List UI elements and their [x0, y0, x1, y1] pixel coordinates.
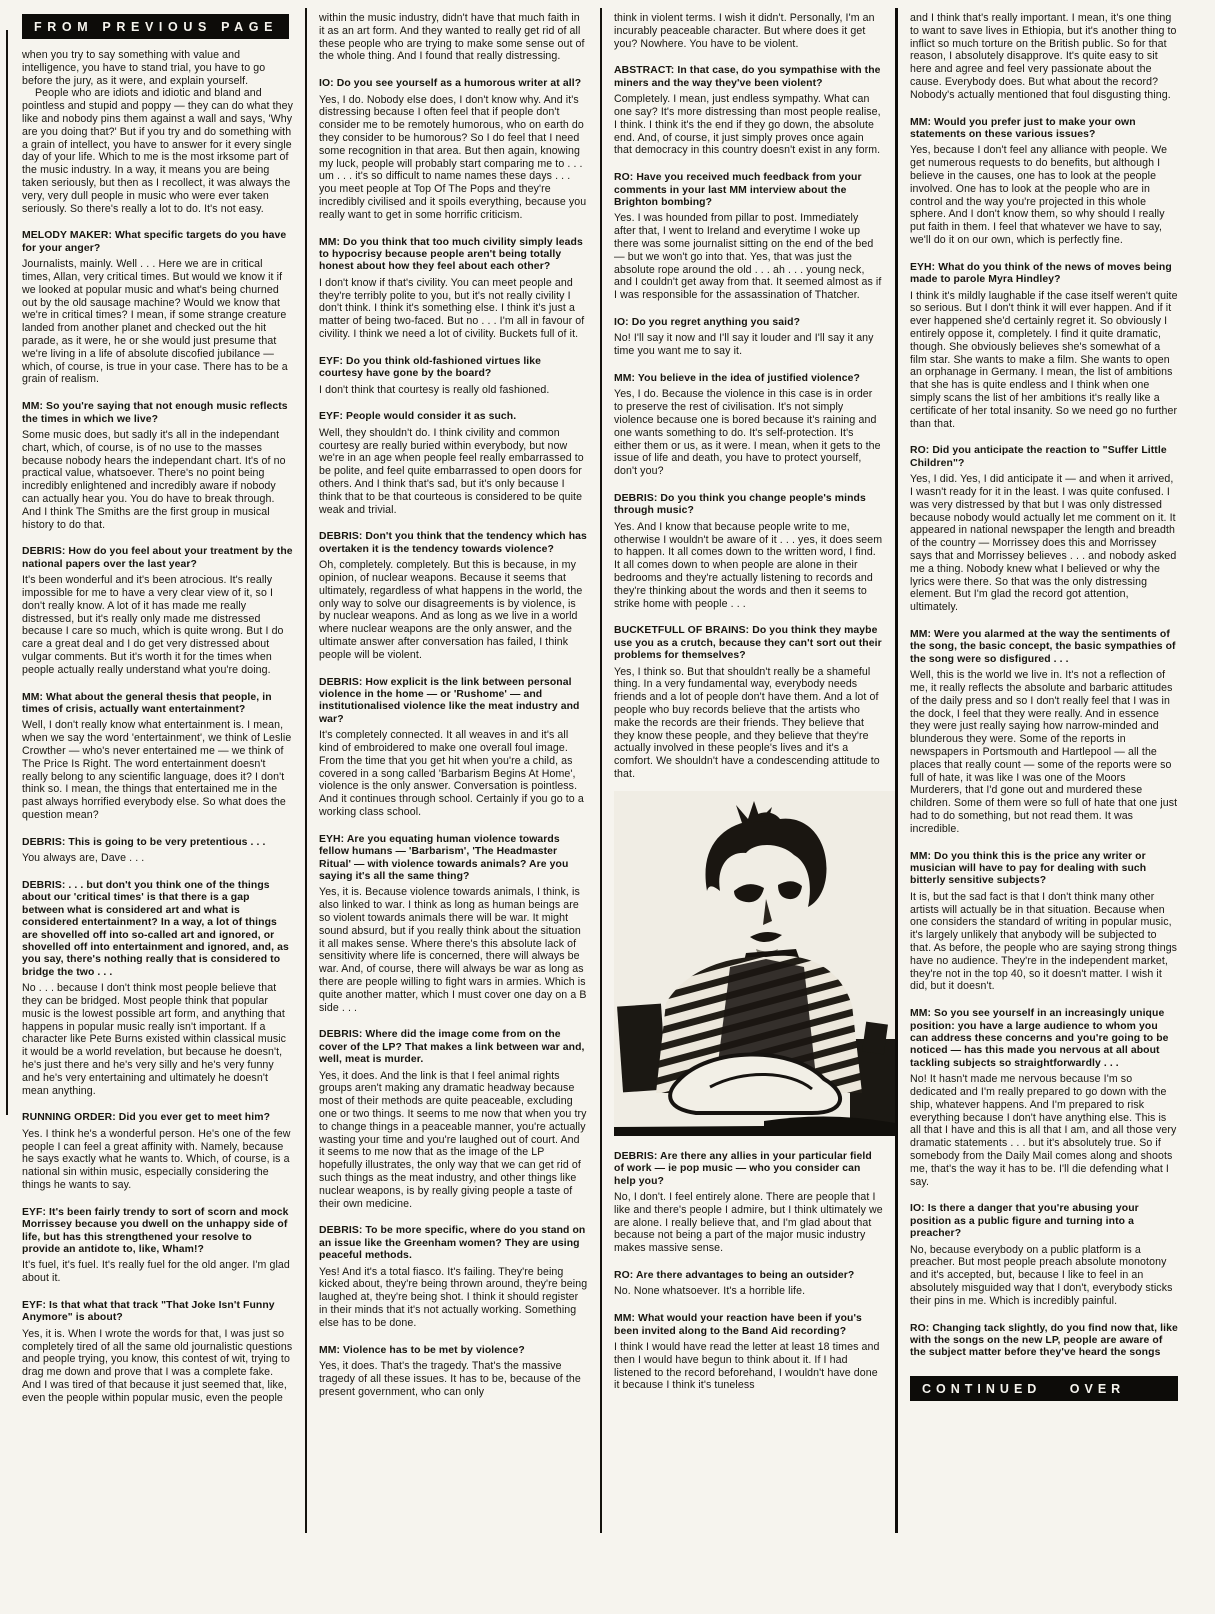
answer-paragraph: Yes. And I know that because people write to me, otherwise I wouldn't be aware of it . . . yes, it does seem to happen. It all comes down to the written word, I find. It all comes down to when people are alone in their bedrooms and they're actually listening to records and they're thinking about the words and then it seems to strike home with people . . . [614, 520, 883, 610]
question-heading: MM: Violence has to be met by violence? [319, 1344, 525, 1356]
question-heading: DEBRIS: How do you feel about your treatment by the national papers over the last year? [22, 546, 293, 570]
question-heading: DEBRIS: This is going to be very pretentious . . . [22, 836, 266, 848]
question-heading: MM: What would your reaction have been if you's been invited along to the Band Aid recording? [614, 1313, 862, 1337]
question-heading: DEBRIS: Don't you think that the tendency which has overtaken it is the tendency towards violence? [319, 531, 587, 555]
column-4 [895, 8, 1190, 1533]
interview-photo [614, 791, 883, 1136]
question-heading: BUCKETFULL OF BRAINS: Do you think they maybe use you as a crutch, because they can't sort out their problems for themselves? [614, 625, 882, 662]
answer-paragraph: Some music does, but sadly it's all in the independant chart, which, of course, is of no use to the masses because nobody hears the independant chart. It's of no practical value, whatsoever. There's no point being incredibly enlightened and incredibly aware if nobody can actually hear you. You do have to break through. And I think The Smiths are the first group in musical history to do that. [22, 428, 286, 531]
question-heading: EYH: Are you equating human violence towards fellow humans — 'Barbarism', 'The Headmaster Ritual' — with violence towards animals? Are you saying it's all the same thing? [319, 833, 569, 882]
question-heading: MM: Do you think this is the price any writer or musician will have to pay for dealing with such bitterly sensitive subjects? [910, 850, 1147, 887]
answer-paragraph: Yes. I think he's a wonderful person. He's one of the few people I can feel a great affinity with. Namely, because he says exactly what he wants to. Which, of course, is a national sin within music, especially considering the things he wants to say. [22, 1127, 291, 1191]
question-heading: DEBRIS: . . . but don't you think one of the things about our 'critical times' is that there is a gap between what is considered art and what is considered entertainment? In a way, a lot of things are shovelled off into so-called art and ignored, or shovelled off into entertainment and ignored, and, as you say, there's nothing really that is considered to bridge the two . . . [22, 879, 289, 978]
question-heading: IO: Is there a danger that you're abusing your position as a public figure and turning into a preacher? [910, 1203, 1139, 1240]
answer-paragraph: Yes! And it's a total fiasco. It's failing. They're being kicked about, they're being thrown around, they're being laughed at, they're being shot. I think it should register in their minds that it's not actually working. Something else has to be done. [319, 1265, 588, 1329]
morrissey-photo-illustration [614, 791, 895, 1136]
answer-paragraph: Yes, it does. That's the tragedy. That's the massive tragedy of all these issues. It has to be, because of the present government, who can only [319, 1359, 581, 1398]
question-heading: IO: Do you regret anything you said? [614, 316, 801, 328]
question-heading: DEBRIS: To be more specific, where do you stand on an issue like the Greenham women? They are using peaceful methods. [319, 1225, 586, 1262]
question-heading: MM: Were you alarmed at the way the sentiments of the song, the basic concept, the basic sympathies of the song were so disfigured . . . [910, 628, 1176, 665]
question-heading: RO: Have you received much feedback from your comments in your last MM interview about the Brighton bombing? [614, 172, 862, 208]
question-heading: MM: Would you prefer just to make your own statements on these various issues? [910, 116, 1136, 140]
answer-paragraph: Oh, completely. completely. But this is because, in my opinion, of nuclear weapons. Because it seems that ultimately, regardless of what happens in the world, the only way to solve our disagreements is by violence, is by nuclear weapons. And as long as we live in a world where nuclear weapons are the only answer, and the ultimate answer after conversation has failed, I think people will be violent. [319, 559, 583, 661]
answer-paragraph: No . . . because I don't think most people believe that they can be bridged. Most people think that popular music is the lowest possible art form, and anything that happens in popular music really isn't important. If a character like Pete Burns existed within classical music it would be a world revelation, but because he doesn't, he's just there and he's very silly and he's very funny and he's very entertaining and ultimately he doesn't mean anything. [22, 982, 287, 1097]
answer-paragraph: No. None whatsoever. It's a horrible life. [614, 1285, 806, 1298]
question-heading: MM: What about the general thesis that people, in times of crisis, actually want entertainment? [22, 691, 272, 715]
question-heading: IO: Do you see yourself as a humorous writer at all? [319, 78, 582, 90]
answer-paragraph: Yes, it is. Because violence towards animals, I think, is also linked to war. I think as long as human beings are so violent towards animals there will be war. It might sound absurd, but if you really think about the situation it all makes sense. Where there's this absolute lack of sensitivity where life is concerned, there will always be war. And, of course, there will always be war as long as there are people willing to fight wars in armies. Which is quite another matter, which I must cover one day on a B side . . . [319, 886, 587, 1014]
answer-paragraph: It is, but the sad fact is that I don't think many other artists will actually be in that situation. Because when one considers the standard of writing in popular music, it's largely unlikely that anybody will be subjected to that. As before, the people who are saying strong things have no audience. They're in the independent market, they're not in the top 40, so it doesn't matter. I wish it did, but it doesn't. [910, 890, 1178, 993]
answer-paragraph: Well, this is the world we live in. It's not a reflection of me, it really reflects the absolute and barbaric attitudes of the daily press and so I don't really feel that I was in the dock, I feel that they were really. And in essence they were just really saying how narrow-minded and blunderous they were. Some of the reports in newspapers in Portsmouth and Hartlepool — all the places that really count — some of the reports were so full of hate, it was like I was one of the Moors Murderers, that I'd gone out and murdered these children. Some of them were so full of hate that one just had to do something, but not read them. It was incredible. [910, 669, 1178, 835]
answer-paragraph: Yes, it does. And the link is that I feel animal rights groups aren't making any dramatic headway because most of their methods are quite peaceable, excluding one or two things. It seems to me now that when you try to change things in a peaceable manner, you're actually wasting your time and you're laughed out of court. And it seems to me now that as the image of the LP hopefully illustrates, the only way that we can get rid of such things as the meat industry, and other things like nuclear weapons, is by really giving people a taste of their own medicine. [319, 1069, 587, 1210]
question-heading: MM: So you see yourself in an increasingly unique position: you have a large audience to whom you can address these concerns and you're going to be noticed — has this made you nervous at all about tackling subjects so straightforwardly . . . [910, 1008, 1169, 1069]
answer-paragraph: Well, I don't really know what entertainment is. I mean, when we say the word 'entertainment', we think of Leslie Crowther — who's never entertained me — we think of The Price Is Right. The word entertainment doesn't really belong to any scientific language, does it? I don't think so. I mean, the things that entertained me in the past always horrified everybody else. So what does the question mean? [22, 719, 292, 821]
question-heading: EYF: It's been fairly trendy to sort of scorn and mock Morrissey because you dwell on the unhappy side of life, but has this strengthened your resolve to provide an antidote to, like, Wham!? [22, 1206, 289, 1255]
column-2-text [319, 12, 588, 1398]
column-4-text [910, 12, 1178, 1360]
continued-over-banner: CONTINUED OVER [910, 1376, 1178, 1401]
question-heading: RO: Changing tack slightly, do you find now that, like with the songs on the new LP, people are aware of the subject matter before they've heard the songs [910, 1322, 1178, 1359]
body-paragraph: and I think that's really important. I mean, it's one thing to want to save lives in Ethiopia, but it's another thing to inflict so much torture on the British public. So for that reason, I absolutely disapprove. It's quite easy to sit here and agree and feel very passionate about the cause. Everybody does. But what about the record? Nobody's actually mentioned that foul disgusting thing. [910, 12, 1177, 101]
column-1-text [22, 49, 293, 1405]
question-heading: RO: Are there advantages to being an outsider? [614, 1269, 855, 1281]
answer-paragraph: Yes, I did. Yes, I did anticipate it — and when it arrived, I wasn't ready for it in the least. I was quite confused. I was very distressed by that but I was only distressed because nobody would actually let me comment on it. It appeared in national newspaper the length and breadth of the country — Morrissey does this and Morrissey says that and Morrissey believes . . . and nobody asked me a thing. Nobody knew what I believed or why the lyrics were there. So that was the only distressing element. But I'm glad the record got attention, ultimately. [910, 473, 1177, 614]
answer-paragraph: It's been wonderful and it's been atrocious. It's really impossible for me to have a very clear view of it, so I don't really know. A lot of it has made me really distressed, but it's really only made me distressed because I care so much, which is quite wrong. But I do care a great deal and I do get very distressed about vulgar comments. But it's worth it for the times when people actually really understand what you're doing. [22, 574, 284, 676]
answer-paragraph: I don't think that courtesy is really old fashioned. [319, 383, 550, 396]
question-heading: DEBRIS: Are there any allies in your particular field of work — ie pop music — who you consider can help you? [614, 1150, 872, 1187]
answer-paragraph: No, I don't. I feel entirely alone. There are people that I like and there's people I admire, but I think ultimately we are alone. I really believe that, and I'm glad about that because not being a part of the major music industry makes massive sense. [614, 1190, 883, 1255]
question-heading: MELODY MAKER: What specific targets do you have for your anger? [22, 230, 287, 254]
answer-paragraph: Yes, I think so. But that shouldn't really be a shameful thing. In a very fundamental way, everybody needs friends and a lot of people don't have them. And a lot of people who buy records believe that the artists who make the records are their friends. They believe that they know these people, and they believe that they're actually involved in these people's lives and it's a comfort. We shouldn't have a condescending attitude to that. [614, 665, 880, 780]
question-heading: MM: So you're saying that not enough music reflects the times in which we live? [22, 401, 288, 425]
answer-paragraph: It's fuel, it's fuel. It's really fuel for the old anger. I'm glad about it. [22, 1259, 290, 1285]
answer-paragraph: You always are, Dave . . . [22, 852, 145, 865]
question-heading: MM: Do you think that too much civility simply leads to hypocrisy because people aren't being totally honest about how they feel about each other? [319, 236, 583, 273]
answer-paragraph: No! It hasn't made me nervous because I'm so dedicated and I'm really prepared to go down with the ship, whatever happens. And I'm prepared to risk everything because I don't have anything else. This is all that I have and this is all that I am, and all those very dramatic statements . . . but it's absolutely true. So if somebody from the Daily Mail comes along and shoots me, that's the way it has to be. I'll die defending what I say. [910, 1073, 1177, 1188]
answer-paragraph: Yes, because I don't feel any alliance with people. We get numerous requests to do benefits, but although I believe in the causes, one has to look at the people involved. One has to look at the people who are in control and the way you're projected in this whole sphere. And I don't know them, so why should I really put faith in them. I feel that whatever we have to say, we'll do it on our own, which is perfectly fine. [910, 144, 1168, 246]
question-heading: EYF: Is that what that track "That Joke Isn't Funny Anymore" is about? [22, 1299, 275, 1324]
answer-paragraph: Completely. I mean, just endless sympathy. What can one say? It's more distressing than most people realise, I think. I think it's the end if they go down, the absolute end. And, of course, it just simply proves once again that democracy in this country doesn't exist in any form. [614, 93, 881, 157]
column-3 [600, 8, 895, 1533]
from-previous-page-banner: FROM PREVIOUS PAGE [22, 14, 289, 39]
question-heading: EYF: People would consider it as such. [319, 411, 517, 423]
question-heading: DEBRIS: Do you think you change people's minds through music? [614, 492, 866, 517]
answer-paragraph: I think it's mildly laughable if the case itself weren't quite so serious. But I don't think it will ever happen. And if it ever happened she'd certainly regret it. So obviously I entirely oppose it, completely. I find it quite dramatic, though. She obviously believes she's somewhat of a film star. She wants to make a film. She wants to open an orphanage in Germany. I mean, the list of ambitions that she has is quite endless and I think when one simply scans the list of her ambitions it's really like a certificate of her total insanity. So we need go no further than that. [910, 289, 1178, 430]
body-paragraph: People who are idiots and idiotic and bland and pointless and stupid and poppy — they can do what they like and nobody pins them against a wall and says, 'Why are you doing that?' But if you try and do something with a grain of intellect, you have to answer for it every single day of your life. Which to me is the most irksome part of the music industry. In a way, it means you are being taken seriously, but then as I recollect, it was always the very, very dull people in music who were ever taken seriously. So there's really a lot to do. It's not easy. [22, 87, 294, 215]
body-paragraph: when you try to say something with value and intelligence, you have to stand trial, you have to go before the jury, as it were, and explain yourself. [22, 49, 266, 87]
answer-paragraph: Journalists, mainly. Well . . . Here we are in critical times, Allan, very critical times. But would we know it if we looked at popular music and what's being churned out by the old sausage machine? Would we know that we're in critical times? I mean, if some strange creature landed from another planet and checked out the hit parade, as it were, he or she would just presume that we're living in a life of absolute discofied jubilance — which, of course, is true in your case. There has to be a grain of realism. [22, 258, 288, 386]
question-heading: RUNNING ORDER: Did you ever get to meet him? [22, 1112, 271, 1124]
body-paragraph: within the music industry, didn't have that much faith in it as an art form. And they wanted to really get rid of all these people who are trying to make some sense out of the whole thing. And I found that really distressing. [319, 12, 585, 63]
question-heading: DEBRIS: Where did the image come from on the cover of the LP? That makes a link between war and, well, meat is murder. [319, 1029, 585, 1066]
answer-paragraph: Yes, it is. When I wrote the words for that, I was just so completely tired of all the same old journalistic questions and people trying, you know, this contest of wit, trying to drag me down and prove that I was a complete fake. And I was tired of that because it just seemed that, like, even the people within popular music, even the people [22, 1327, 293, 1404]
column-2 [305, 8, 600, 1533]
answer-paragraph: Well, they shouldn't do. I think civility and common courtesy are really buried within everybody, but now we're in an age when people feel really embarrassed to be polite, and feel quite embarrassed to open doors for others. And I think that's sad, but it's only because I think that to be that courteous is considered to be quite weak and trivial. [319, 426, 584, 516]
answer-paragraph: Yes, I do. Nobody else does, I don't know why. And it's distressing because I often feel that if people don't consider me to be remotely humorous, who on earth do they consider to be humorous? So I do feel that I need some recognition in that area. But then again, knowing my luck, people will probably start comparing me to . . . um . . . it's so difficult to name names these days . . . you meet people at Top Of The Pops and they're incredibly civilised and it spoils everything, because you really want to get in some horrific criticism. [319, 93, 587, 221]
answer-paragraph: No, because everybody on a public platform is a preacher. But most people preach absolute monotony and it's accepted, but, because I like to feel in an absolutely misguided way that I don't, everybody sticks their pins in me. Which is incredibly painful. [910, 1243, 1173, 1307]
answer-paragraph: I don't know if that's civility. You can meet people and they're terribly polite to you, but it's not really civility I don't think. I think it's something else. I think it's just a matter of being two-faced. But no . . . I'm all in favour of civility. I think we need a lot of civility. Buckets full of it. [319, 276, 585, 340]
question-heading: MM: You believe in the idea of justified violence? [614, 372, 860, 384]
question-heading: RO: Did you anticipate the reaction to "Suffer Little Children"? [910, 445, 1167, 469]
column-1 [10, 8, 305, 1533]
question-heading: ABSTRACT: In that case, do you sympathise with the miners and the way they've been violent? [614, 65, 881, 89]
answer-paragraph: It's completely connected. It all weaves in and it's all kind of embroidered to make one overall foul image. From the time that you get hit when you're a child, as covered in a song called 'Barbarism Begins At Home', violence is the only answer. Conversation is pointless. And it continues through school. Certainly if you go to a working class school. [319, 729, 584, 818]
answer-paragraph: Yes. I was hounded from pillar to post. Immediately after that, I went to Ireland and everytime I woke up there was some journalist sitting on the end of the bed — but we won't go into that. Yes, that was just the absolute rope around the old . . . ah . . . young neck, and I couldn't get away from that. It seemed almost as if I was responsible for the assassination of Thatcher. [614, 212, 882, 302]
question-heading: EYF: Do you think old-fashioned virtues like courtesy have gone by the board? [319, 355, 542, 380]
question-heading: DEBRIS: How explicit is the link between personal violence in the home — or 'Rushome' — and institutionalised violence like the meat industry and war? [319, 676, 580, 725]
answer-paragraph: Yes, I do. Because the violence in this case is in order to preserve the rest of civilisation. It's not simply violence because one is bored because it's raining and one wants something to do. It's self-protection. It's either them or us, as it were. I mean, when it gets to the issue of life and death, you have to protect yourself, don't you? [614, 388, 881, 478]
column-3-text [614, 12, 883, 1392]
answer-paragraph: No! I'll say it now and I'll say it louder and I'll say it any time you want me to say it. [614, 332, 874, 358]
answer-paragraph: I think I would have read the letter at least 18 times and then I would have begun to think about it. If I had listened to the record beforehand, I wouldn't have done it because I think it's tuneless [614, 1340, 880, 1392]
body-paragraph: think in violent terms. I wish it didn't. Personally, I'm an incurably peaceable character. But where does it get you? Nowhere. You have to be violent. [614, 12, 875, 50]
question-heading: EYH: What do you think of the news of moves being made to parole Myra Hindley? [910, 261, 1172, 286]
